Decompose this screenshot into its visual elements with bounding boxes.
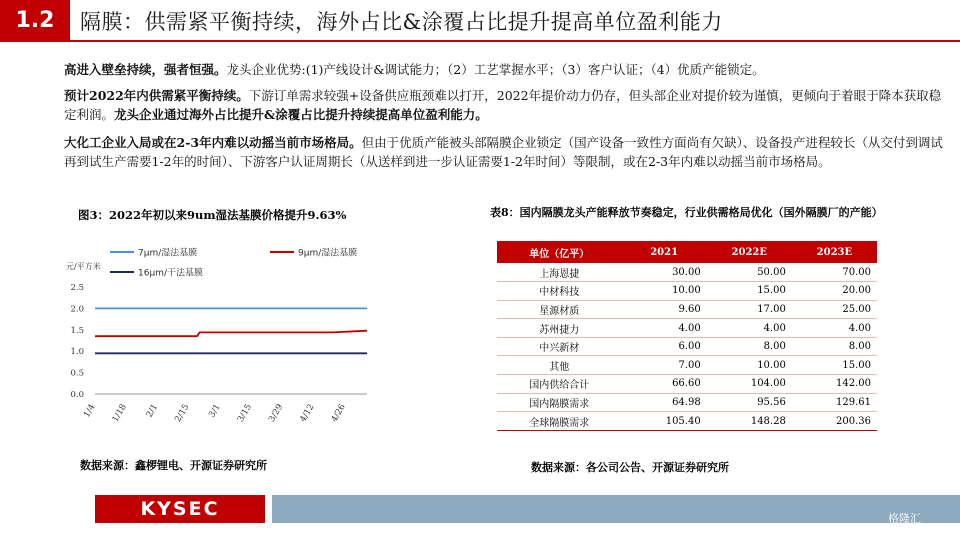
figure-title: 图3：2022年初以来9um湿法基膜价格提升9.63% bbox=[78, 208, 347, 222]
table-cell: 104.00 bbox=[707, 375, 792, 394]
y-tick-label: 0.5 bbox=[70, 368, 84, 379]
table-row bbox=[497, 300, 877, 319]
x-tick-label: 3/15 bbox=[235, 402, 254, 425]
table-title: 表8：国内隔膜龙头产能释放节奏稳定，行业供需格局优化（国外隔膜厂的产能） bbox=[490, 206, 883, 219]
table-cell: 20.00 bbox=[792, 282, 877, 301]
table-cell: 8.00 bbox=[792, 337, 877, 356]
table-row bbox=[497, 319, 877, 338]
table-row bbox=[497, 393, 877, 412]
price-line-chart bbox=[62, 236, 380, 436]
table-cell: 105.40 bbox=[622, 412, 707, 431]
table-row-label: 其他 bbox=[497, 356, 622, 375]
section-number: 1.2 bbox=[0, 0, 70, 40]
table-cell: 4.00 bbox=[707, 319, 792, 338]
paragraph-2-emphasis: 龙头企业通过海外占比提升&涂覆占比提升持续提高单位盈利能力。 bbox=[114, 107, 488, 122]
table-row-label: 全球隔膜需求 bbox=[497, 412, 622, 431]
table-row-label: 国内隔膜需求 bbox=[497, 393, 622, 412]
legend-label: 9μm/湿法基膜 bbox=[298, 248, 358, 259]
table-row bbox=[497, 337, 877, 356]
figure-source: 数据来源：鑫椤锂电、开源证券研究所 bbox=[80, 459, 267, 472]
paragraph-3 bbox=[64, 133, 944, 171]
page-header bbox=[0, 0, 960, 40]
table-cell: 10.00 bbox=[707, 356, 792, 375]
table-cell: 148.28 bbox=[707, 412, 792, 431]
table-cell: 64.98 bbox=[622, 393, 707, 412]
table-cell: 25.00 bbox=[792, 300, 877, 319]
table-row bbox=[497, 263, 877, 282]
table-cell: 15.00 bbox=[707, 282, 792, 301]
table-cell: 142.00 bbox=[792, 375, 877, 394]
table-cell: 9.60 bbox=[622, 300, 707, 319]
capacity-table bbox=[497, 241, 877, 431]
y-axis-label: 元/平方米 bbox=[66, 262, 101, 271]
table-cell: 17.00 bbox=[707, 300, 792, 319]
y-tick-label: 2.5 bbox=[70, 283, 84, 293]
paragraph-3-lead: 大化工企业入局或在2-3年内难以动摇当前市场格局。 bbox=[64, 135, 362, 150]
header-divider bbox=[0, 40, 960, 42]
x-tick-label: 2/1 bbox=[144, 402, 161, 420]
table-header-cell: 2023E bbox=[792, 241, 877, 263]
footer-bar bbox=[272, 495, 960, 523]
table-row bbox=[497, 356, 877, 375]
table-cell: 4.00 bbox=[622, 319, 707, 338]
paragraph-2 bbox=[64, 86, 944, 124]
table-header-cell: 单位（亿平） bbox=[497, 241, 622, 263]
table-row bbox=[497, 375, 877, 394]
table-header-row bbox=[497, 241, 877, 263]
x-tick-label: 3/1 bbox=[207, 402, 223, 420]
x-tick-label: 1/4 bbox=[82, 402, 98, 420]
paragraph-2-body: 下游订单需求较强+设备供应瓶颈难以打开，2022年提价动力仍存，但头部企业对提价较为谨慎，更倾向于着眼于降本获取稳定利润。 bbox=[64, 88, 942, 122]
paragraph-1-lead: 高进入壁垒持续，强者恒强。 bbox=[64, 62, 227, 77]
series-line bbox=[95, 331, 367, 337]
table-cell: 95.56 bbox=[707, 393, 792, 412]
table-row-label: 中兴新材 bbox=[497, 337, 622, 356]
legend-label: 7μm/湿法基膜 bbox=[138, 248, 198, 259]
legend-label: 16μm/干法基膜 bbox=[138, 268, 203, 279]
x-tick-label: 2/15 bbox=[173, 402, 192, 425]
table-row-label: 国内供给合计 bbox=[497, 375, 622, 394]
table-row-label: 上海恩捷 bbox=[497, 263, 622, 282]
table-row-label: 星源材质 bbox=[497, 300, 622, 319]
table-row bbox=[497, 282, 877, 301]
table-row bbox=[497, 412, 877, 431]
table-cell: 15.00 bbox=[792, 356, 877, 375]
table-row-label: 中材科技 bbox=[497, 282, 622, 301]
table-cell: 129.61 bbox=[792, 393, 877, 412]
y-tick-label: 1.5 bbox=[70, 325, 84, 336]
page-title: 隔膜：供需紧平衡持续，海外占比&涂覆占比提升提高单位盈利能力 bbox=[80, 10, 723, 34]
paragraph-1-body: 龙头企业优势:(1)产线设计&调试能力；（2）工艺掌握水平；（3）客户认证；（4）优质产能锁定。 bbox=[226, 62, 765, 77]
table-cell: 7.00 bbox=[622, 356, 707, 375]
paragraph-3-body: 但由于优质产能被头部隔膜企业锁定（国产设备一致性方面尚有欠缺）、设备投产进程较长（从交付到调试再到试生产需要1-2年的时间）、下游客户认证周期长（从送样到进一步认证需要1-2年时间）等限制，或在2-3年内难以动摇当前市场格局。 bbox=[64, 135, 943, 169]
table-cell: 4.00 bbox=[792, 319, 877, 338]
x-tick-label: 4/26 bbox=[329, 402, 348, 425]
table-cell: 8.00 bbox=[707, 337, 792, 356]
paragraph-2-lead: 预计2022年内供需紧平衡持续。 bbox=[64, 88, 249, 103]
table-header-cell: 2021 bbox=[622, 241, 707, 263]
table-cell: 200.36 bbox=[792, 412, 877, 431]
table-cell: 66.60 bbox=[622, 375, 707, 394]
table-row-label: 苏州捷力 bbox=[497, 319, 622, 338]
table-cell: 10.00 bbox=[622, 282, 707, 301]
watermark: 格隆汇 bbox=[888, 512, 921, 525]
x-tick-label: 1/18 bbox=[110, 402, 129, 425]
x-tick-label: 4/12 bbox=[298, 402, 317, 425]
x-tick-label: 3/29 bbox=[267, 402, 286, 425]
kysec-logo: KYSEC bbox=[95, 495, 265, 523]
y-tick-label: 1.0 bbox=[70, 347, 84, 358]
table-cell: 50.00 bbox=[707, 263, 792, 282]
table-header-cell: 2022E bbox=[707, 241, 792, 263]
paragraph-1 bbox=[64, 60, 944, 79]
table-source: 数据来源：各公司公告、开源证券研究所 bbox=[531, 461, 729, 474]
table-cell: 30.00 bbox=[622, 263, 707, 282]
y-tick-label: 0.0 bbox=[70, 390, 84, 400]
table-cell: 70.00 bbox=[792, 263, 877, 282]
table-cell: 6.00 bbox=[622, 337, 707, 356]
y-tick-label: 2.0 bbox=[70, 304, 84, 315]
